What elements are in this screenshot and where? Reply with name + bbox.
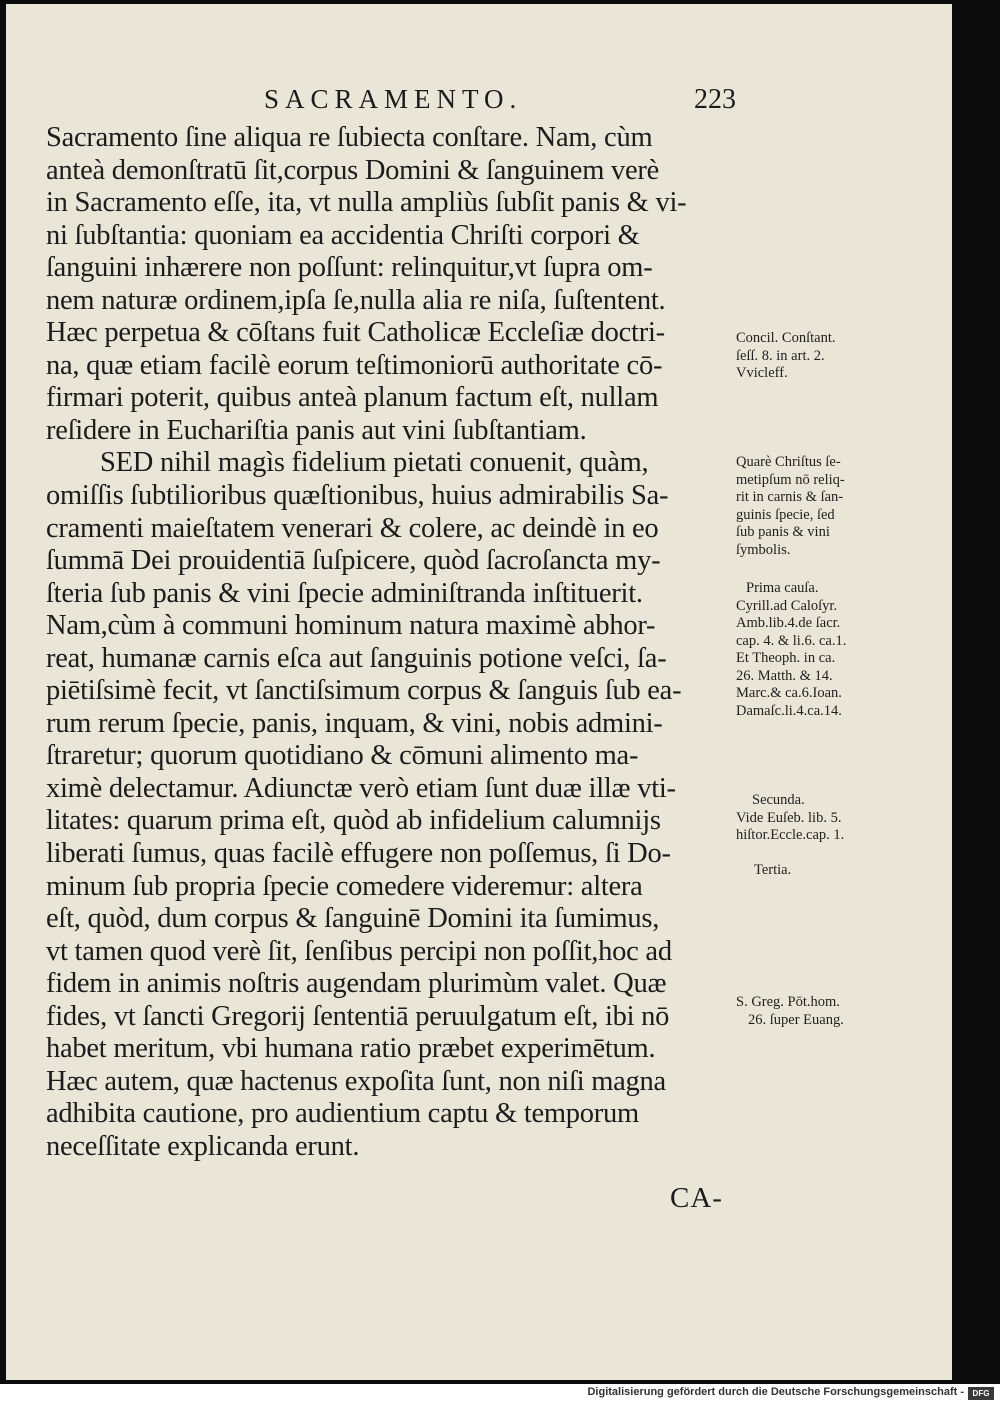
text-line: anteà demonſtratū ſit,corpus Domini & ſanguinem verè xyxy=(46,154,660,186)
text-line: liberati ſumus, quas facilè effugere non poſſemus, ſi Do- xyxy=(46,838,671,870)
marginal-line: hiſtor.Eccle.cap. 1. xyxy=(736,827,845,843)
text-line: fides, vt ſancti Gregorij ſententiā peruulgatum eſt, ibi nō xyxy=(46,1000,670,1032)
text-line: cramenti maieſtatem venerari & colere, ac deindè in eo xyxy=(46,512,659,544)
text-line: ni ſubſtantia: quoniam ea accidentia Chriſti corpori & xyxy=(46,219,640,251)
text-line: Hæc autem, quæ hactenus expoſita ſunt, non niſi magna xyxy=(46,1065,666,1097)
text-line: piētiſsimè fecit, vt ſanctiſsimum corpus & ſanguis ſub ea- xyxy=(46,675,682,707)
text-line: Nam,cùm à communi hominum natura maximè abhor- xyxy=(46,610,656,642)
marginal-line: Concil. Conſtant. xyxy=(736,330,836,346)
catchword: CA- xyxy=(670,1182,723,1214)
marginal-note xyxy=(736,862,926,880)
text-line: reat, humanæ carnis eſca aut ſanguinis potione veſci, ſa- xyxy=(46,642,667,674)
marginal-note xyxy=(736,454,926,559)
marginal-line: ſub panis & vini xyxy=(736,524,830,540)
marginal-line: Cyrill.ad Caloſyr. xyxy=(736,597,838,614)
marginal-line: Vide Euſeb. lib. 5. xyxy=(736,809,842,826)
text-line: Sacramento ſine aliqua re ſubiecta conſtare. Nam, cùm xyxy=(46,122,653,153)
marginal-note xyxy=(736,580,926,720)
text-line: ſteria ſub panis & vini ſpecie adminiſtranda inſtituerit. xyxy=(46,577,643,609)
text-line: ximè delectamur. Adiunctæ verò etiam ſunt duæ illæ vti- xyxy=(46,772,676,804)
text-line: neceſſitate explicanda erunt. xyxy=(46,1130,360,1162)
marginal-line: ſeſſ. 8. in art. 2. xyxy=(736,347,825,364)
marginal-line: Tertia. xyxy=(754,862,792,878)
text-line: omiſſis ſubtilioribus quæſtionibus, huius admirabilis Sa- xyxy=(46,480,669,512)
text-line: vt tamen quod verè ſit, ſenſibus percipi non poſſit,hoc ad xyxy=(46,935,672,967)
text-line: Hæc perpetua & cōſtans fuit Catholicæ Eccleſiæ doctri- xyxy=(46,317,665,349)
book-page xyxy=(6,4,952,1380)
running-head: SACRAMENTO. xyxy=(264,84,523,114)
text-line: minum ſub propria ſpecie comedere videremur: altera xyxy=(46,870,643,902)
text-line: na, quæ etiam facilè eorum teſtimoniorū authoritate cō- xyxy=(46,349,663,381)
marginal-line: Amb.lib.4.de ſacr. xyxy=(736,615,841,631)
main-text-block xyxy=(46,122,736,1164)
marginal-line: S. Greg. Pōt.hom. xyxy=(736,994,840,1010)
marginal-line: ſymbolis. xyxy=(736,541,791,558)
marginal-note xyxy=(736,330,926,383)
marginal-line: Prima cauſa. xyxy=(746,580,819,596)
text-line: rum rerum ſpecie, panis, inquam, & vini, nobis admini- xyxy=(46,707,663,739)
marginal-line: cap. 4. & li.6. ca.1. xyxy=(736,632,847,649)
text-line: in Sacramento eſſe, ita, vt nulla ampliùs ſubſit panis & vi- xyxy=(46,187,687,219)
marginal-line: Marc.& ca.6.Ioan. xyxy=(736,685,842,701)
marginal-line: Secunda. xyxy=(752,792,805,808)
marginal-line: guinis ſpecie, ſed xyxy=(736,506,835,523)
marginal-line: metipſum nō reliq- xyxy=(736,471,845,488)
text-line: ſanguini inhærere non poſſunt: relinquitur,vt ſupra om- xyxy=(46,252,653,284)
funding-notice: Digitalisierung gefördert durch die Deutsche Forschungsgemeinschaft - xyxy=(587,1386,964,1398)
marginal-note xyxy=(736,994,926,1029)
page-number: 223 xyxy=(694,84,736,115)
text-line: SED nihil magìs fidelium pietati conuenit, quàm, xyxy=(100,447,649,479)
marginal-line: Vvicleff. xyxy=(736,365,788,381)
text-line: eſt, quòd, dum corpus & ſanguinē Domini ita ſumimus, xyxy=(46,903,660,935)
marginal-note xyxy=(736,792,926,845)
marginal-line: Et Theoph. in ca. xyxy=(736,650,836,666)
text-line: reſidere in Euchariſtia panis aut vini ſubſtantiam. xyxy=(46,414,587,446)
text-line: ſummā Dei prouidentiā ſuſpicere, quòd ſacroſancta my- xyxy=(46,545,661,577)
marginal-line: Damaſc.li.4.ca.14. xyxy=(736,702,842,719)
marginal-line: 26. Matth. & 14. xyxy=(736,667,833,684)
marginal-line: 26. ſuper Euang. xyxy=(748,1011,844,1028)
marginal-line: Quarè Chriſtus ſe- xyxy=(736,454,841,470)
text-line: adhibita cautione, pro audientium captu & temporum xyxy=(46,1098,639,1130)
footer-bar xyxy=(0,1384,1000,1404)
text-line: litates: quarum prima eſt, quòd ab infidelium calumnijs xyxy=(46,805,661,837)
text-line: fidem in animis noſtris augendam plurimùm valet. Quæ xyxy=(46,968,667,1000)
text-line: nem naturæ ordinem,ipſa ſe,nulla alia re niſa, ſuſtentent. xyxy=(46,284,666,316)
dfg-logo-icon: DFG xyxy=(968,1387,994,1400)
text-line: ſtraretur; quorum quotidiano & cōmuni alimento ma- xyxy=(46,740,639,772)
text-line: firmari poterit, quibus anteà planum factum eſt, nullam xyxy=(46,382,659,414)
marginal-line: rit in carnis & ſan- xyxy=(736,489,844,505)
text-line: habet meritum, vbi humana ratio præbet experimētum. xyxy=(46,1033,656,1065)
